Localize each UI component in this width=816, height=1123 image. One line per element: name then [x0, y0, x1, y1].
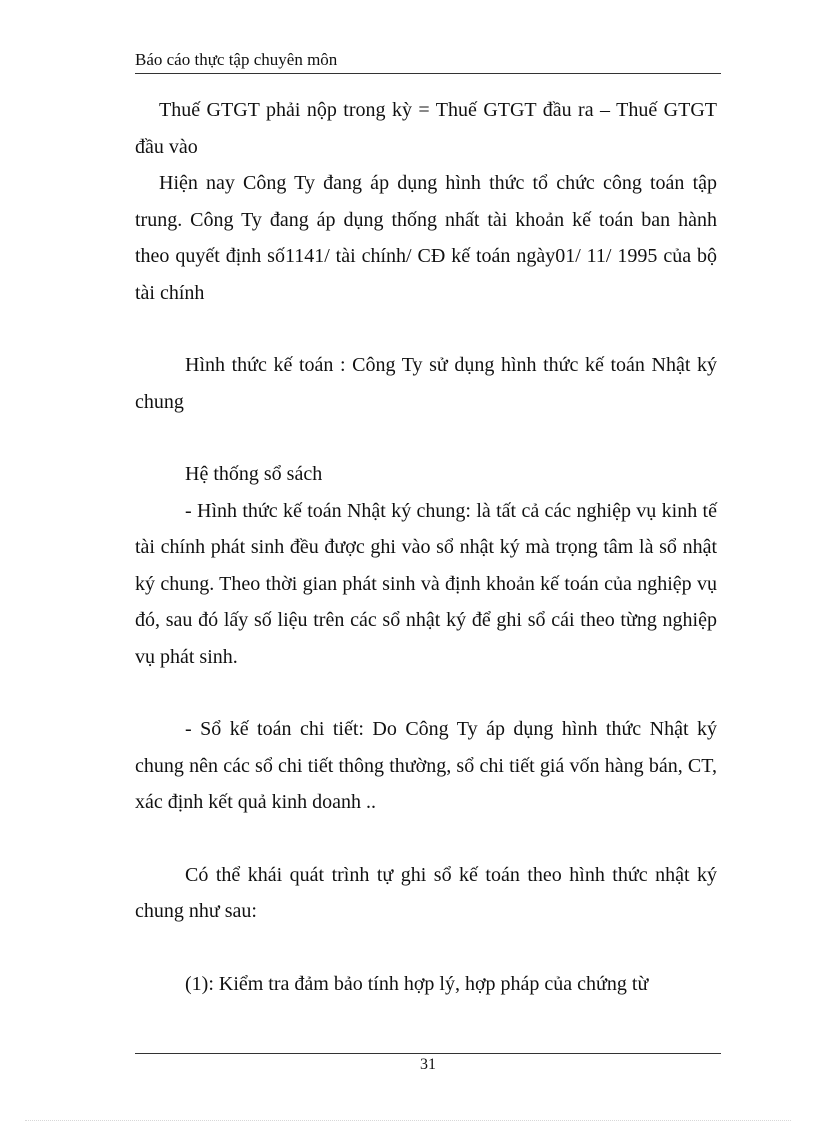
page-edge-divider [25, 1120, 791, 1121]
procedure-intro-paragraph: Có thể khái quát trình tự ghi sổ kế toán theo hình thức nhật ký chung như sau: [135, 863, 717, 922]
general-journal-paragraph: - Hình thức kế toán Nhật ký chung: là tất cả các nghiệp vụ kinh tế tài chính phát sinh đều được ghi vào sổ nhật ký mà trọng tâm là sổ nhật ký chung. Theo thời gian phát sinh và định khoản kế toán của nghiệp vụ đó, sau đó lấy số liệu trên các sổ nhật ký để ghi sổ cái theo từng nghiệp vụ phát sinh. [135, 499, 717, 668]
procedure-step-1: (1): Kiểm tra đảm bảo tính hợp lý, hợp pháp của chứng từ [185, 972, 649, 995]
vat-formula-paragraph: Thuế GTGT phải nộp trong kỳ = Thuế GTGT đầu ra – Thuế GTGT đầu vào [135, 99, 717, 158]
footer-divider [135, 1053, 721, 1054]
accounting-form-paragraph: Hình thức kế toán : Công Ty sử dụng hình thức kế toán Nhật ký chung [135, 354, 717, 413]
page-number: 31 [420, 1056, 436, 1073]
page-header: Báo cáo thực tập chuyên môn [135, 50, 721, 74]
document-body [135, 92, 717, 1002]
accounting-organization-paragraph: Hiện nay Công Ty đang áp dụng hình thức tổ chức công toán tập trung. Công Ty đang áp dụng thống nhất tài khoản kế toán ban hành theo quyết định số1141/ tài chính/ CĐ kế toán ngày01/ 11/ 1995 của bộ tài chính [135, 172, 717, 304]
detail-ledger-paragraph: - Sổ kế toán chi tiết: Do Công Ty áp dụng hình thức Nhật ký chung nên các sổ chi tiết thông thường, sổ chi tiết giá vốn hàng bán, CT, xác định kết quả kinh doanh .. [135, 718, 717, 813]
bookkeeping-system-heading: Hệ thống sổ sách [185, 463, 323, 485]
